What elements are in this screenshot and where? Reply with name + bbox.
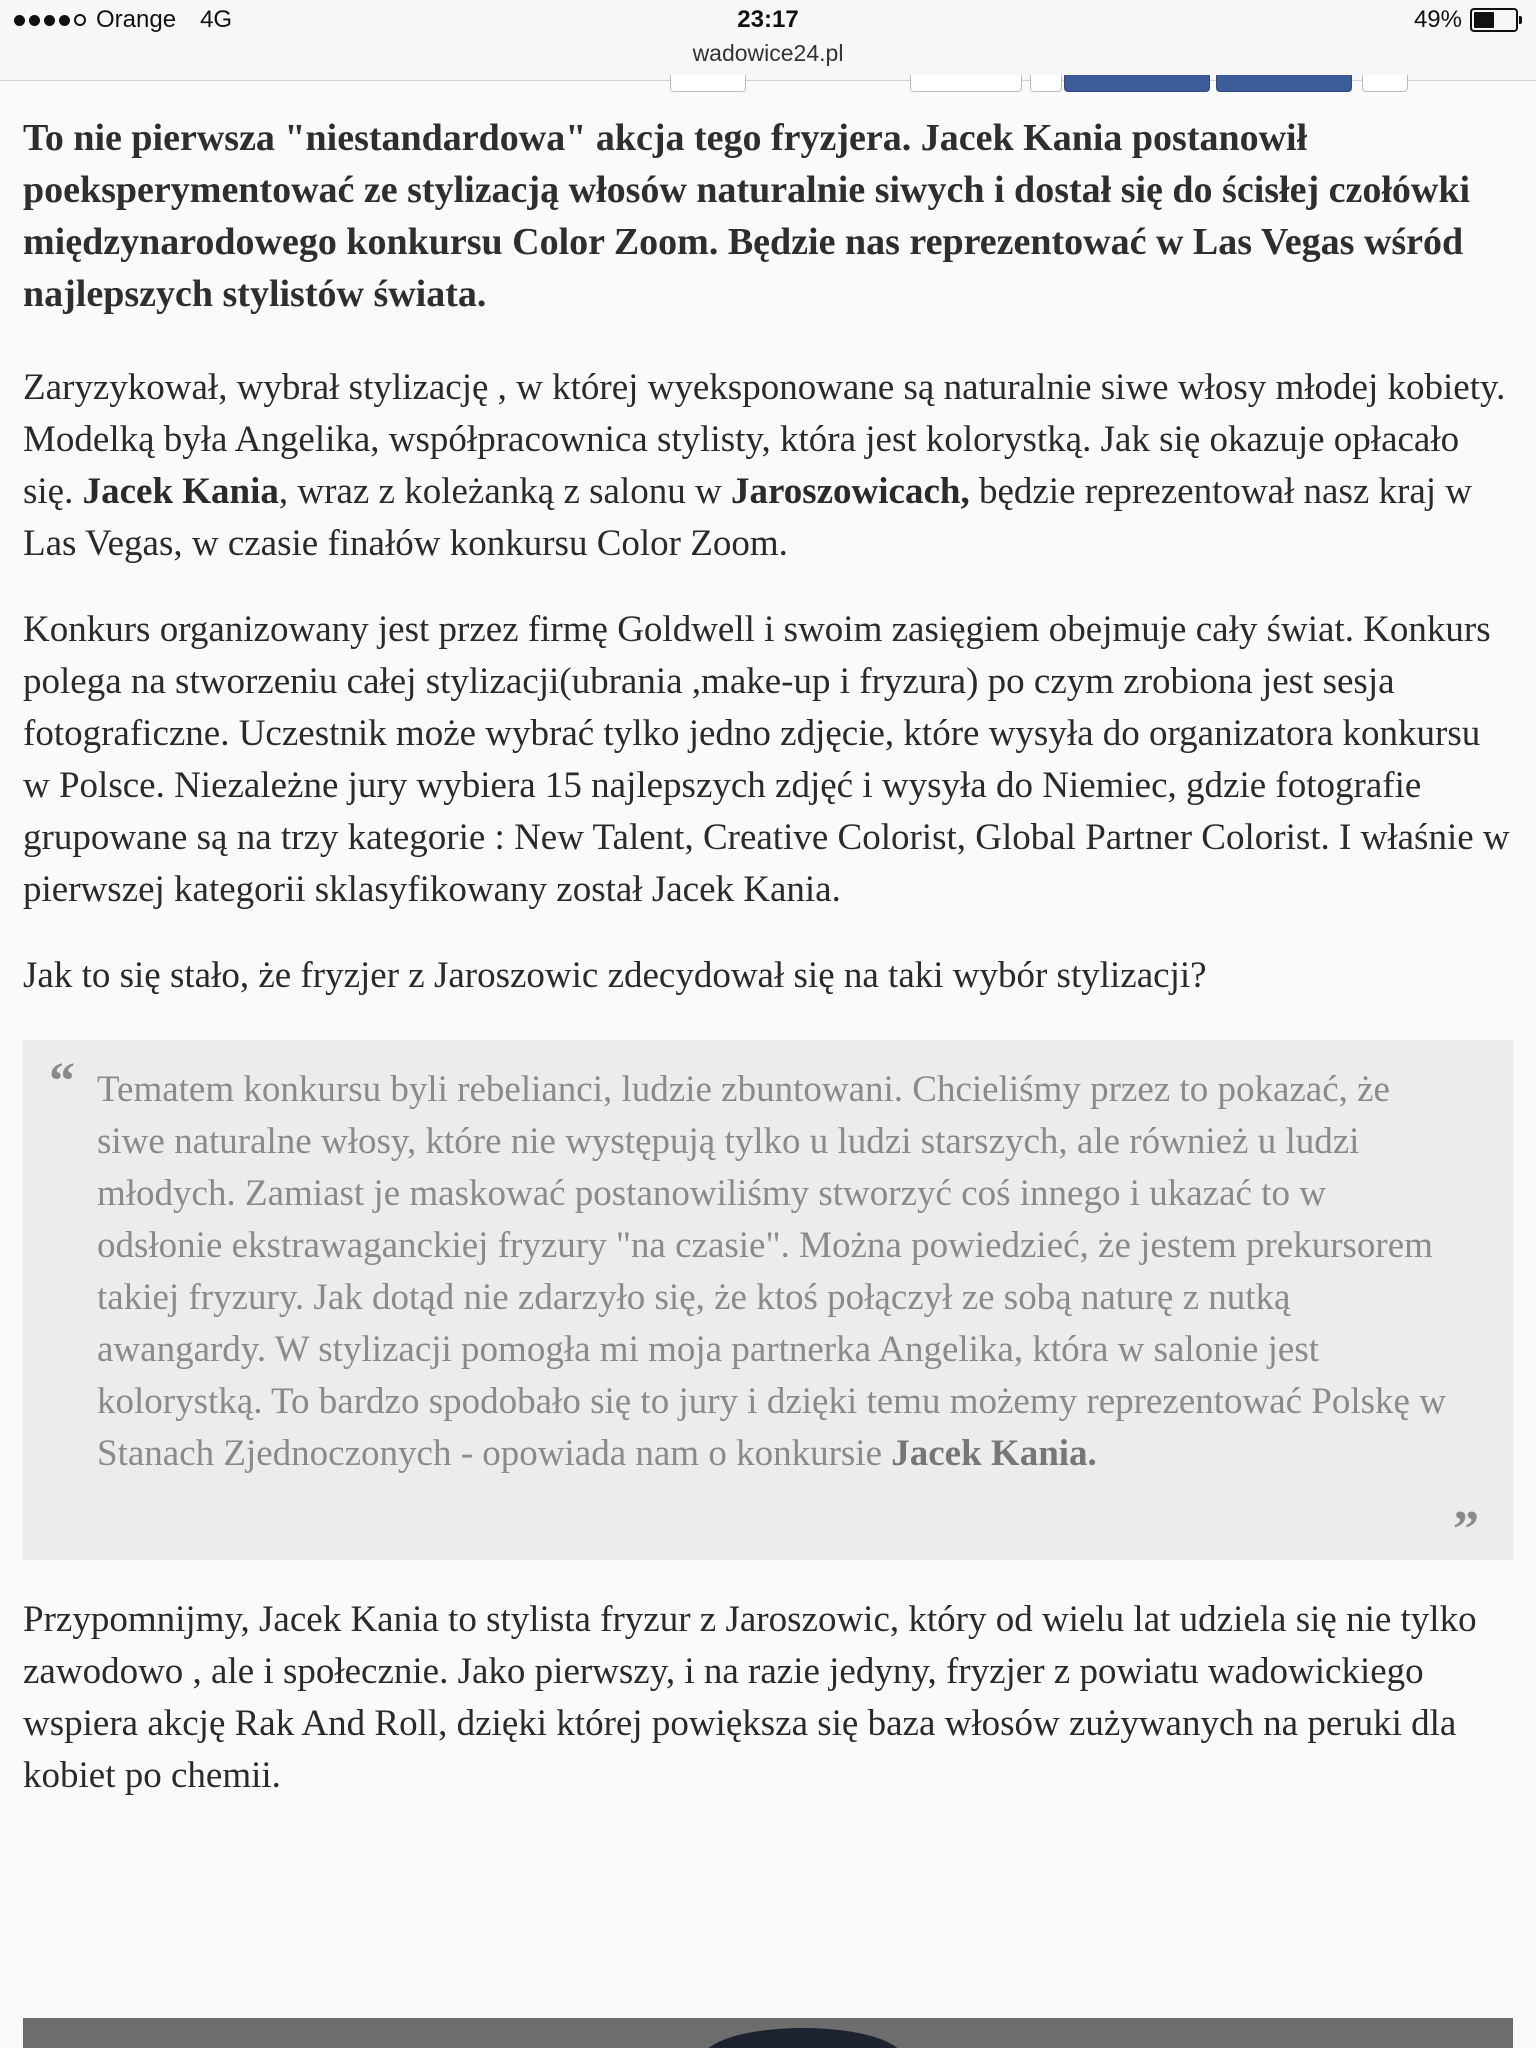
carrier-name: Orange [96,6,177,33]
share-checkbox[interactable] [1030,75,1062,92]
article-paragraph-1: Zaryzykował, wybrał stylizację , w której wyeksponowane są naturalnie siwe włosy młodej kobiety. Modelką była Angelika, współpracownica stylisty, która jest kolorystką. Jak się okazuje opłacało się. Jacek Kania, wraz z koleżanką z salonu w Jaroszowicach, będzie reprezentował nasz kraj w Las Vegas, w czasie finałów konkursu Color Zoom. [23,367,1506,564]
clock: 23:17 [737,6,799,33]
bold-name-jacek-kania: Jacek Kania [82,471,279,512]
bold-place-jaroszowicach: Jaroszowicach, [730,471,970,512]
article-lead: To nie pierwsza "niestandardowa" akcja tego fryzjera. Jacek Kania postanowił poeksperymentować ze stylizacją włosów naturalnie siwych i dostał się do ścisłej czołówki międzynarodowego konkursu Color Zoom. Będzie nas reprezentować w Las Vegas wśród najlepszych stylistów świata. [23,117,1471,315]
address-bar[interactable]: wadowice24.pl [692,40,844,66]
quote-text: Tematem konkursu byli rebelianci, ludzie zbuntowani. Chcieliśmy przez to pokazać, że siwe naturalne włosy, które nie występują tylko u ludzi starszych, ale również u ludzi młodych. Zamiast je maskować postanowiliśmy stworzyć coś innego i ukazać to w odsłonie ekstrawaganckiej fryzury "na czasie". Można powiedzieć, że jestem prekursorem takiej fryzury. Jak dotąd nie zdarzyło się, że ktoś połączył ze sobą naturę z nutką awangardy. W stylizacji pomogła mi moja partnerka Angelika, która w salonie jest kolorystką. To bardzo spodobało się to jury i dzięki temu możemy reprezentować Polskę w Stanach Zjednoczonych - opowiada nam o konkursie Jacek Kania. [97,1069,1446,1474]
facebook-like-button[interactable] [1216,75,1352,92]
article-paragraph-4: Przypomnijmy, Jacek Kania to stylista fryzur z Jaroszowic, który od wielu lat udziela się nie tylko zawodowo , ale i społecznie. Jako pierwszy, i na razie jedyny, fryzjer z powiatu wadowickiego wspiera akcję Rak And Roll, dzięki której powiększa się baza włosów zużywanych na peruki dla kobiet po chemii. [23,1599,1477,1796]
article-body [23,112,1513,1836]
article-paragraph-3: Jak to się stało, że fryzjer z Jaroszowic zdecydował się na taki wybór stylizacji? [23,955,1207,996]
share-count-button[interactable] [1362,75,1408,92]
battery-icon [1470,8,1518,32]
article-paragraph-2: Konkurs organizowany jest przez firmę Goldwell i swoim zasięgiem obejmuje cały świat. Konkurs polega na stworzeniu całej stylizacji(ubrania ,make-up i fryzura) po czym zrobiona jest sesja fotograficzne. Uczestnik może wybrać tylko jedno zdjęcie, które wysyła do organizatora konkursu w Polsce. Niezależne jury wybiera 15 najlepszych zdjęć i wysyła do Niemiec, gdzie fotografie grupowane są na trzy kategorie : New Talent, Creative Colorist, Global Partner Colorist. I właśnie w pierwszej kategorii sklasyfikowany został Jacek Kania. [23,609,1510,910]
status-bar [0,0,1536,81]
quote-author: Jacek Kania. [891,1433,1097,1474]
blockquote [23,1040,1513,1560]
network-type: 4G [200,6,233,33]
battery-info [1414,6,1518,34]
article-image [23,2018,1513,2048]
share-buttons-strip [0,81,1536,93]
open-quote-icon: “ [49,1053,75,1110]
google-plus-share-button[interactable] [670,75,746,92]
close-quote-icon: ” [1453,1501,1479,1558]
twitter-share-button[interactable] [910,75,1022,92]
facebook-share-button[interactable] [1064,75,1210,92]
battery-percent: 49% [1413,6,1462,33]
